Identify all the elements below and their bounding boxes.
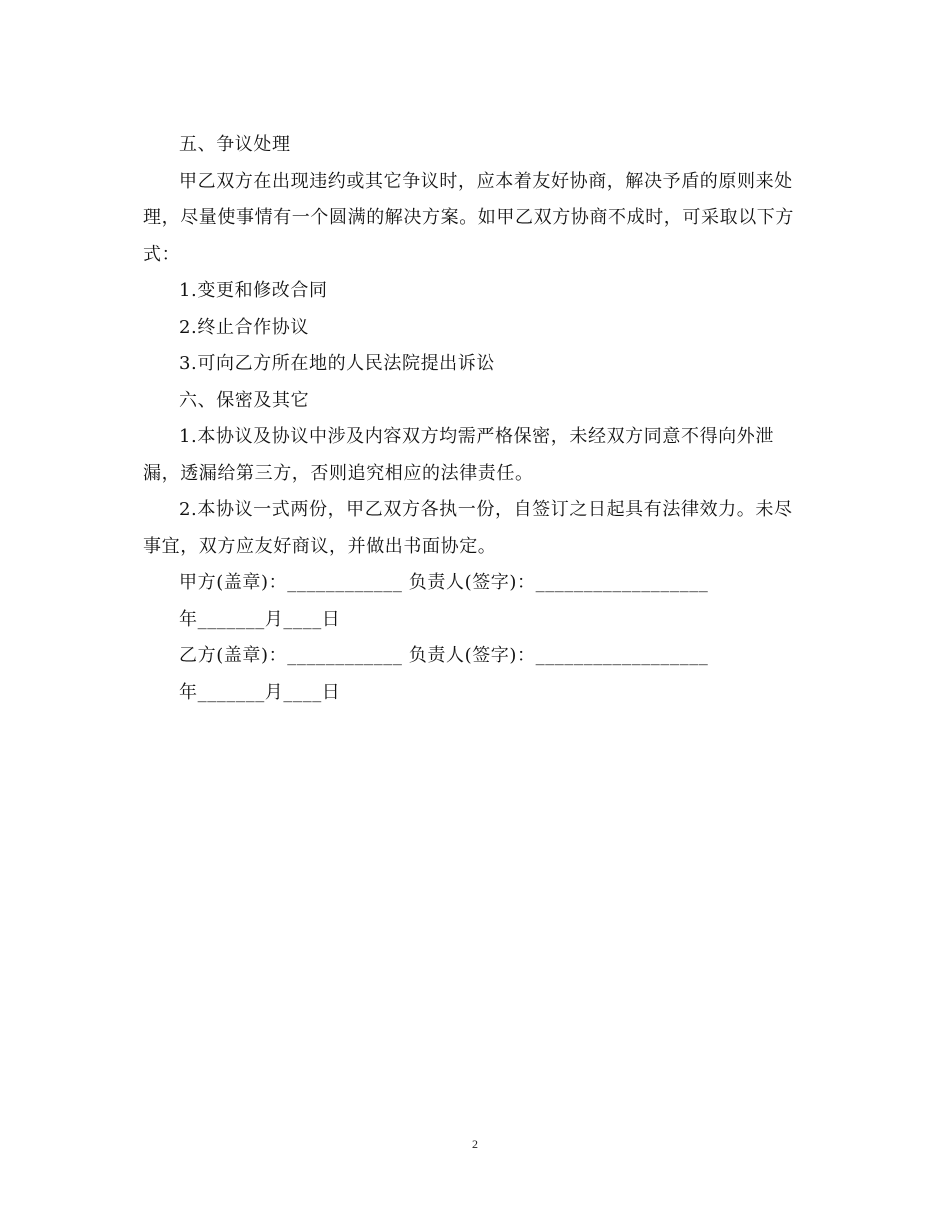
paragraph-copies-effect: 2.本协议一式两份，甲乙双方各执一份，自签订之日起具有法律效力。未尽事宜，双方应友好商议，并做出书面协定。: [143, 499, 793, 557]
signature-party-a: 甲方(盖章)：____________ 负责人(签字)：__________________: [179, 572, 709, 593]
section-heading-confidentiality: 六、保密及其它: [179, 389, 310, 411]
signature-date-a: 年_______月____日: [179, 608, 341, 630]
page-number: 2: [472, 1137, 478, 1151]
signature-party-b: 乙方(盖章)：____________ 负责人(签字)：__________________: [179, 645, 709, 666]
list-item-file-lawsuit: 3.可向乙方所在地的人民法院提出诉讼: [179, 353, 495, 374]
section-heading-dispute: 五、争议处理: [179, 134, 291, 155]
paragraph-confidentiality: 1.本协议及协议中涉及内容双方均需严格保密，未经双方同意不得向外泄漏，透漏给第三方，否则追究相应的法律责任。: [143, 426, 774, 484]
list-item-modify-contract: 1.变更和修改合同: [179, 280, 328, 301]
signature-date-b: 年_______月____日: [179, 681, 341, 703]
list-item-terminate-agreement: 2.终止合作协议: [179, 316, 309, 338]
paragraph-dispute-resolution: 甲乙双方在出现违约或其它争议时，应本着友好协商，解决予盾的原则来处理，尽量使事情有一个圆满的解决方案。如甲乙双方协商不成时，可采取以下方式：: [143, 170, 794, 265]
document-body: [143, 127, 806, 711]
